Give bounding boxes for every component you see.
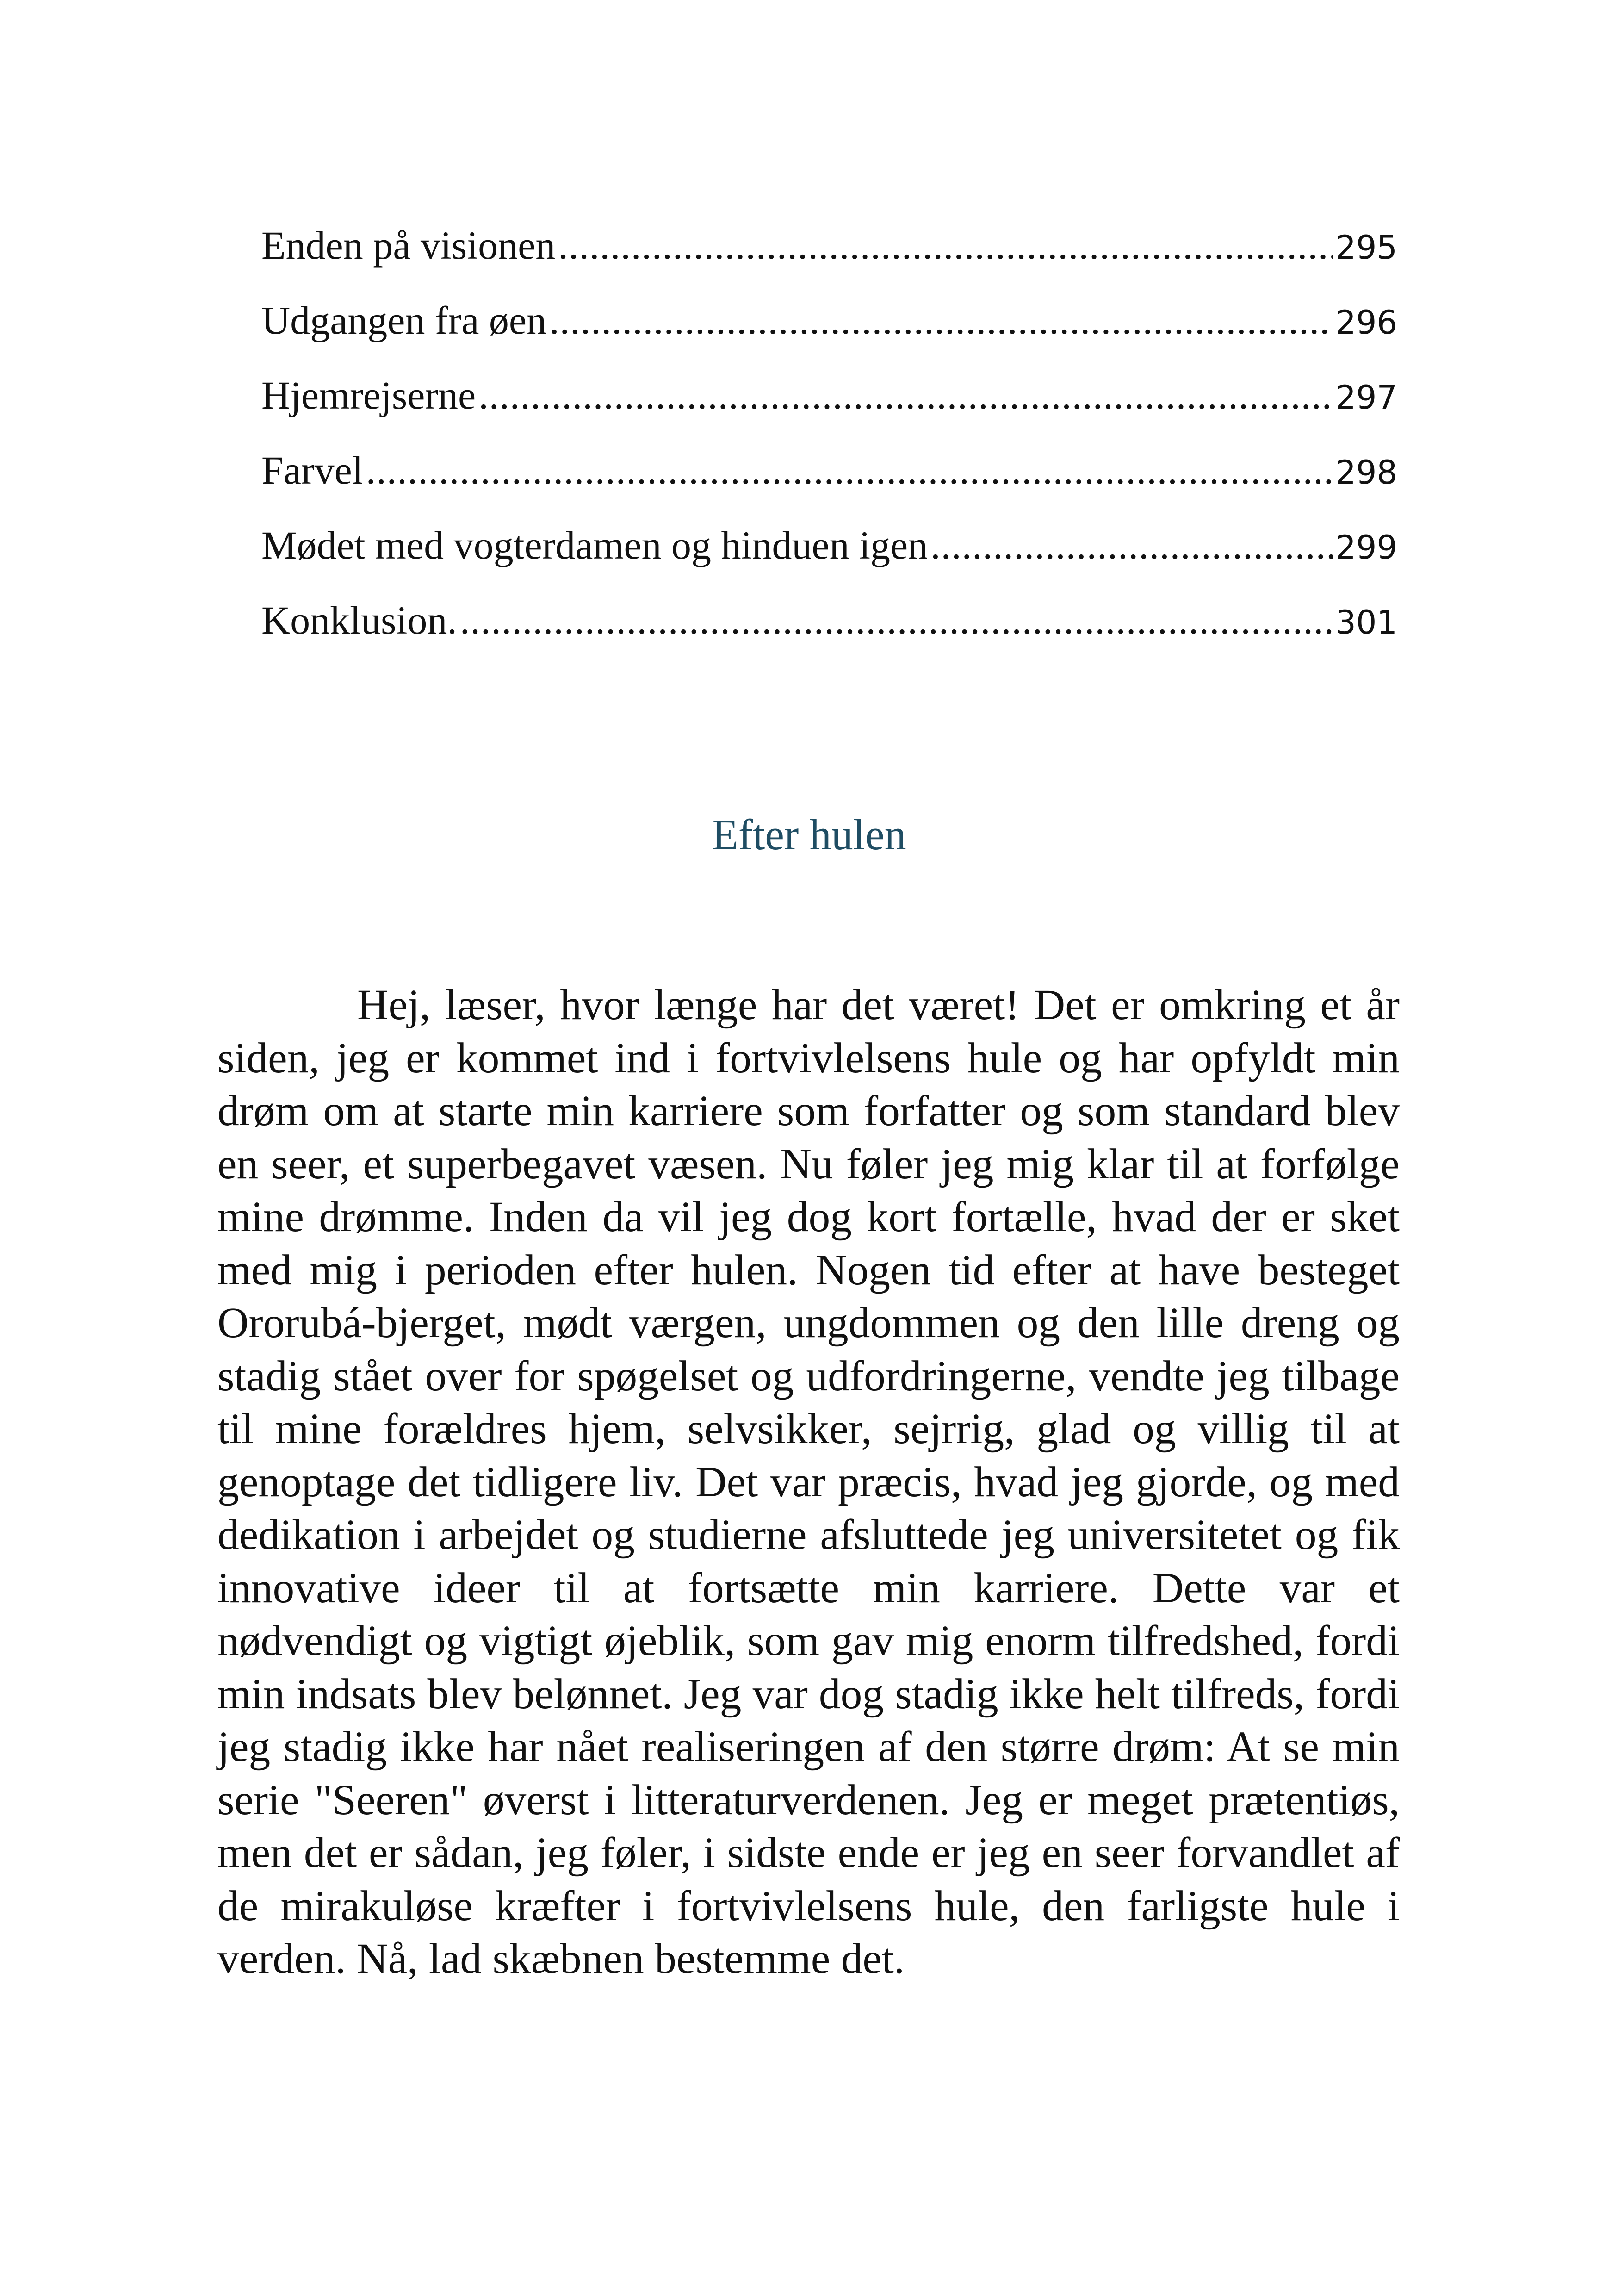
toc-entry-title: Konklusion. [261,598,457,642]
toc-entry[interactable] [261,365,1397,440]
toc-entry-page: 297 [1335,379,1397,417]
chapter-body-paragraph: Hej, læser, hvor længe har det været! Det er omkring et år siden, jeg er kommet ind i fortvivlelsens hule og har opfyldt min drøm om at starte min karriere som forfatter og som standard blev en seer, et superbegavet væsen. Nu føler jeg mig klar til at forfølge mine drømme. Inden da vil jeg dog kort fortælle, hvad der er sket med mig i perioden efter hulen. Nogen tid efter at have besteget Ororubá-bjerget, mødt værgen, ungdommen og den lille dreng og stadig stået over for spøgelset og udfordringerne, vendte jeg tilbage til mine forældres hjem, selvsikker, sejrrig, glad og villig til at genoptage det tidligere liv. Det var præcis, hvad jeg gjorde, og med dedikation i arbejdet og studierne afsluttede jeg universitetet og fik innovative ideer til at fortsætte min karriere. Dette var et nødvendigt og vigtigt øjeblik, som gav mig enorm tilfredshed, fordi min indsats blev belønnet. Jeg var dog stadig ikke helt tilfreds, fordi jeg stadig ikke har nået realiseringen af den større drøm: At se min serie "Seeren" øverst i litteraturverdenen. Jeg er meget prætentiøs, men det er sådan, jeg føler, i sidste ende er jeg en seer forvandlet af de mirakuløse kræfter i fortvivlelsens hule, den farligste hule i verden. Nå, lad skæbnen bestemme det. [217,981,1400,1983]
toc-entry[interactable] [261,590,1397,665]
toc-entry[interactable] [261,515,1397,590]
toc-dot-leader [549,290,1333,350]
toc-entry-title: Udgangen fra øen [261,298,547,342]
toc-entry-page: 301 [1335,604,1397,641]
toc-entry-title: Farvel [261,448,363,492]
table-of-contents [261,215,1397,665]
toc-entry-page: 295 [1335,229,1397,267]
toc-entry-page: 296 [1335,304,1397,342]
toc-dot-leader [478,365,1333,425]
chapter-title: Efter hulen [712,811,906,859]
toc-entry-title: Mødet med vogterdamen og hinduen igen [261,523,928,567]
toc-entry[interactable] [261,440,1397,515]
toc-entry-title: Enden på visionen [261,223,556,268]
toc-dot-leader [558,215,1333,275]
toc-entry-title: Hjemrejserne [261,373,476,417]
toc-entry-page: 299 [1335,529,1397,566]
toc-entry-page: 298 [1335,454,1397,492]
toc-entry[interactable] [261,215,1397,290]
toc-dot-leader [366,440,1333,500]
toc-dot-leader [460,590,1333,650]
toc-entry[interactable] [261,290,1397,365]
toc-dot-leader [930,515,1333,575]
